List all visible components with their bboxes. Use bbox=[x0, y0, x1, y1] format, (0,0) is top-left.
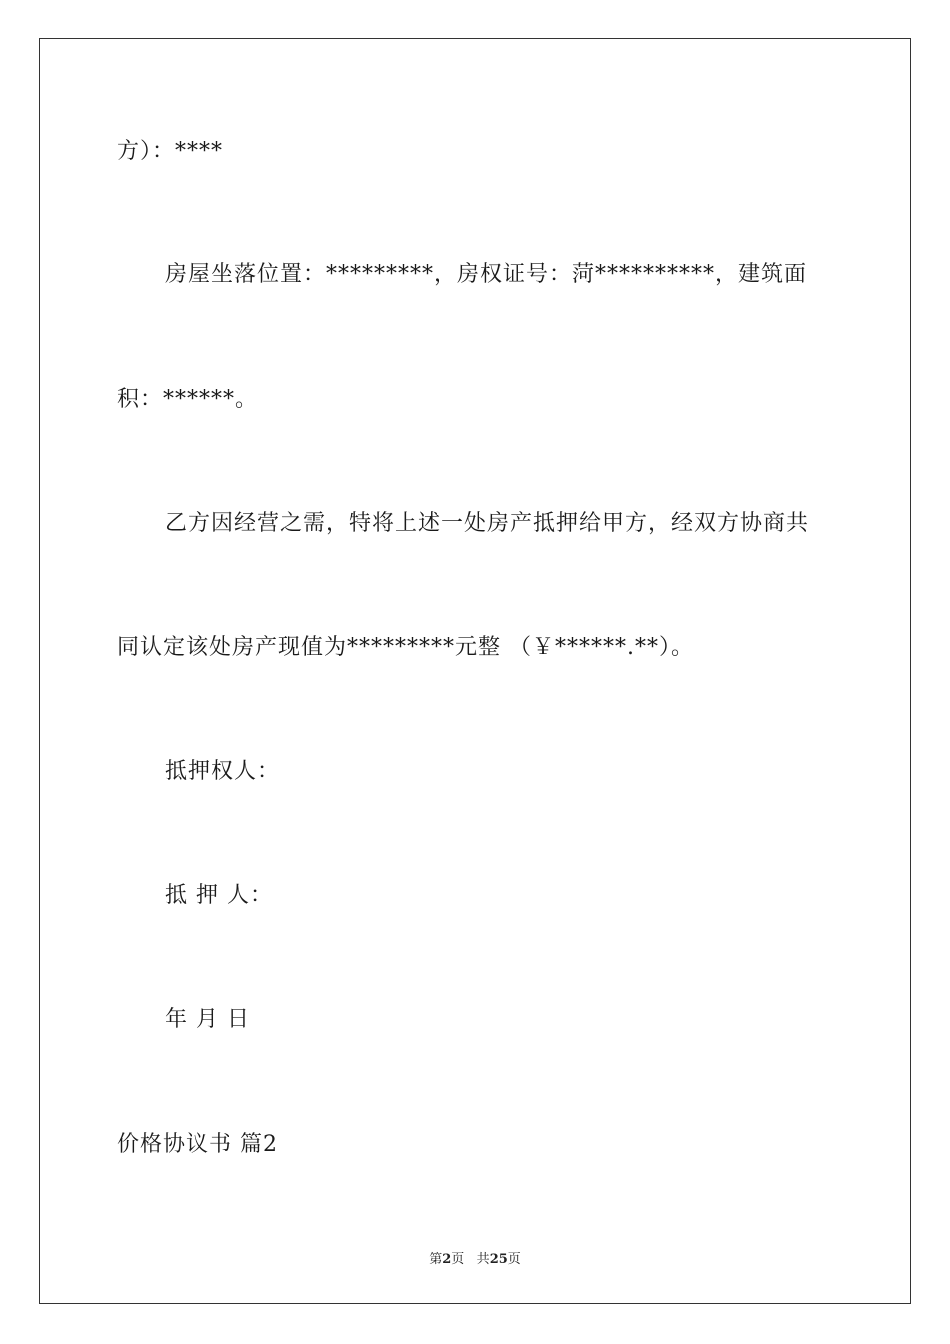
footer-total-pages: 25 bbox=[489, 1252, 508, 1267]
text-line-house-location: 房屋坐落位置：*********，房权证号：菏**********，建筑面 bbox=[165, 262, 808, 287]
footer-page-number: 2 bbox=[442, 1252, 452, 1267]
text-line-1: 方）：**** bbox=[117, 139, 224, 164]
footer-page-prefix: 第 bbox=[429, 1252, 443, 1267]
text-line-valuation: 同认定该处房产现值为*********元整 （￥******.**）。 bbox=[117, 635, 694, 660]
text-line-mortgage-clause: 乙方因经营之需，特将上述一处房产抵押给甲方，经双方协商共 bbox=[165, 511, 810, 536]
text-line-mortgagee: 抵押权人： bbox=[165, 759, 281, 784]
page-border bbox=[39, 38, 911, 1304]
footer-total-prefix: 共 bbox=[476, 1252, 490, 1267]
text-line-area: 积：******。 bbox=[117, 387, 259, 412]
text-line-mortgagor: 抵 押 人： bbox=[165, 883, 273, 908]
footer-page-suffix: 页 bbox=[451, 1252, 465, 1267]
footer-total-suffix: 页 bbox=[507, 1252, 521, 1267]
section-heading: 价格协议书 篇2 bbox=[117, 1132, 278, 1157]
page-footer bbox=[0, 1248, 950, 1267]
text-line-date: 年 月 日 bbox=[165, 1007, 250, 1032]
